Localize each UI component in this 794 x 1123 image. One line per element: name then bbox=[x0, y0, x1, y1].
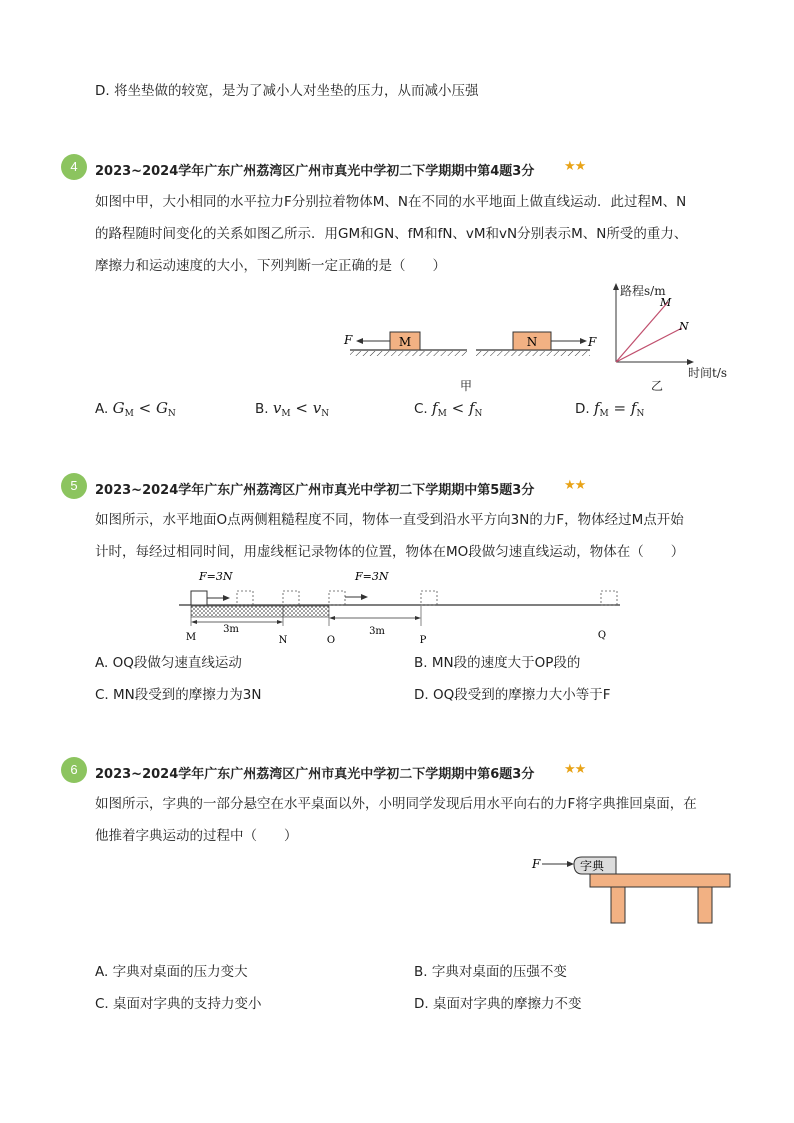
subscript: M bbox=[124, 409, 134, 419]
option-prefix: C. bbox=[414, 401, 428, 417]
point-label-q: Q bbox=[597, 630, 607, 641]
subscript: N bbox=[474, 409, 483, 419]
symbol: f bbox=[468, 399, 475, 417]
force-label: F bbox=[532, 857, 541, 871]
option-prefix: A. bbox=[95, 401, 109, 417]
question-number-badge: 6 bbox=[61, 757, 87, 783]
option-a[interactable]: A. 字典对桌面的压力变大 bbox=[95, 964, 248, 980]
option-c[interactable]: C. MN段受到的摩擦力为3N bbox=[95, 687, 262, 703]
force-label: F bbox=[344, 333, 353, 347]
force-label: F bbox=[588, 335, 597, 349]
point-label-n: N bbox=[278, 635, 288, 646]
option-b[interactable]: B. 字典对桌面的压强不变 bbox=[414, 964, 567, 980]
symbol: v bbox=[272, 399, 282, 417]
question-number-badge: 4 bbox=[61, 154, 87, 180]
question-stem-line: 如图所示，字典的一部分悬空在水平桌面以外，小明同学发现后用水平向右的力F将字典推回桌面，在 bbox=[95, 796, 697, 812]
question-stem-line: 如图中甲，大小相同的水平拉力F分别拉着物体M、N在不同的水平地面上做直线运动．此过程M、N bbox=[95, 194, 687, 210]
book-label: 字典 bbox=[579, 859, 605, 873]
question-number-badge: 5 bbox=[61, 473, 87, 499]
subscript: N bbox=[167, 409, 176, 419]
symbol: G bbox=[155, 399, 168, 417]
x-axis-label: 时间t/s bbox=[688, 366, 728, 380]
subscript: M bbox=[437, 409, 447, 419]
block-m-label: M bbox=[398, 335, 412, 349]
subscript: N bbox=[321, 409, 330, 419]
figure-label-jia: 甲 bbox=[460, 379, 473, 393]
subscript: M bbox=[599, 409, 609, 419]
option-d[interactable] bbox=[575, 399, 644, 419]
question-source: 2023~2024学年广东广州荔湾区广州市真光中学初二下学期期中第4题3分 bbox=[95, 164, 535, 179]
option-d[interactable]: D. 桌面对字典的摩擦力不变 bbox=[414, 996, 582, 1012]
y-axis-label: 路程s/m bbox=[620, 284, 666, 298]
symbol: v bbox=[312, 399, 322, 417]
figure-jia bbox=[340, 322, 610, 392]
prev-option-d: D. 将坐垫做的较宽，是为了减小人对坐垫的压力，从而减小压强 bbox=[95, 83, 479, 99]
distance-label-1: 3m bbox=[223, 624, 239, 635]
option-c[interactable]: C. 桌面对字典的支持力变小 bbox=[95, 996, 262, 1012]
line-n-label: N bbox=[679, 320, 689, 333]
operator: < bbox=[451, 399, 465, 417]
point-label-o: O bbox=[326, 635, 336, 646]
figure-motion-track bbox=[175, 566, 630, 646]
question-stem-line: 的路程随时间变化的关系如图乙所示．用GM和GN、fM和fN、vM和vN分别表示M、N所受的重力、 bbox=[95, 226, 688, 242]
figure-label-yi: 乙 bbox=[651, 379, 664, 393]
force-label-1: F=3N bbox=[199, 570, 233, 583]
question-stem-line: 摩擦力和运动速度的大小，下列判断一定正确的是（ ） bbox=[95, 258, 446, 274]
option-a[interactable]: A. OQ段做匀速直线运动 bbox=[95, 655, 242, 671]
option-b[interactable]: B. MN段的速度大于OP段的 bbox=[414, 655, 581, 671]
option-c[interactable] bbox=[414, 399, 482, 419]
option-prefix: D. bbox=[575, 401, 590, 417]
difficulty-stars: ★★ bbox=[564, 159, 586, 174]
line-m-label: M bbox=[660, 296, 672, 309]
operator: < bbox=[295, 399, 308, 417]
figure-table-dictionary bbox=[528, 850, 738, 926]
question-stem-line: 计时，每经过相同时间，用虚线框记录物体的位置，物体在MO段做匀速直线运动，物体在（ ） bbox=[95, 544, 685, 560]
question-stem-line: 他推着字典运动的过程中（ ） bbox=[95, 828, 298, 844]
question-source: 2023~2024学年广东广州荔湾区广州市真光中学初二下学期期中第5题3分 bbox=[95, 483, 535, 498]
difficulty-stars: ★★ bbox=[564, 478, 586, 493]
option-b[interactable] bbox=[255, 399, 329, 419]
question-source: 2023~2024学年广东广州荔湾区广州市真光中学初二下学期期中第6题3分 bbox=[95, 767, 535, 782]
symbol: f bbox=[593, 399, 600, 417]
subscript: M bbox=[281, 409, 291, 419]
symbol: G bbox=[112, 399, 125, 417]
option-d[interactable]: D. OQ段受到的摩擦力大小等于F bbox=[414, 687, 611, 703]
symbol: f bbox=[432, 399, 438, 417]
option-a[interactable] bbox=[95, 399, 176, 419]
distance-label-2: 3m bbox=[369, 626, 385, 637]
subscript: N bbox=[636, 409, 645, 419]
force-label-2: F=3N bbox=[355, 570, 389, 583]
option-prefix: B. bbox=[255, 401, 269, 417]
symbol: f bbox=[630, 399, 637, 417]
difficulty-stars: ★★ bbox=[564, 762, 586, 777]
operator: < bbox=[138, 399, 152, 417]
block-n-label: N bbox=[526, 335, 538, 349]
question-stem-line: 如图所示，水平地面O点两侧粗糙程度不同，物体一直受到沿水平方向3N的力F，物体经过M点开始 bbox=[95, 512, 684, 528]
point-label-p: P bbox=[419, 635, 427, 646]
operator: = bbox=[613, 399, 627, 417]
point-label-m: M bbox=[185, 632, 197, 643]
